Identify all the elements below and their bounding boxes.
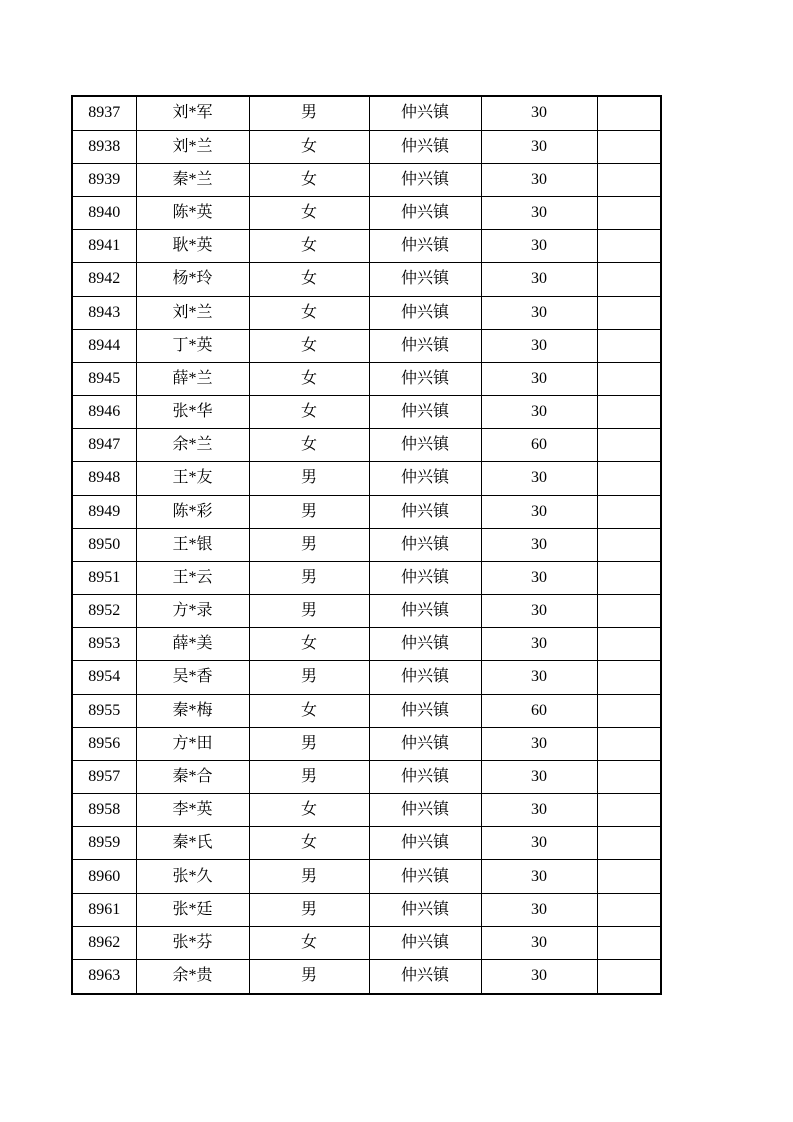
table-row [72, 893, 661, 926]
cell-gender: 男 [249, 661, 369, 694]
cell-blank [597, 595, 661, 628]
cell-name: 方*田 [136, 727, 249, 760]
records-tbody [72, 96, 661, 994]
table-row [72, 694, 661, 727]
cell-gender: 女 [249, 197, 369, 230]
cell-amount: 30 [481, 495, 597, 528]
table-row [72, 561, 661, 594]
cell-town: 仲兴镇 [369, 429, 481, 462]
cell-gender: 女 [249, 130, 369, 163]
cell-town: 仲兴镇 [369, 926, 481, 959]
cell-blank [597, 296, 661, 329]
cell-name: 陈*彩 [136, 495, 249, 528]
cell-amount: 30 [481, 296, 597, 329]
table-row [72, 329, 661, 362]
cell-name: 丁*英 [136, 329, 249, 362]
cell-name: 张*华 [136, 396, 249, 429]
cell-gender: 女 [249, 926, 369, 959]
cell-amount: 30 [481, 396, 597, 429]
cell-town: 仲兴镇 [369, 860, 481, 893]
cell-gender: 女 [249, 396, 369, 429]
cell-blank [597, 163, 661, 196]
cell-name: 王*云 [136, 561, 249, 594]
cell-blank [597, 661, 661, 694]
cell-gender: 女 [249, 429, 369, 462]
table-row [72, 628, 661, 661]
cell-gender: 男 [249, 495, 369, 528]
cell-id: 8953 [72, 628, 136, 661]
cell-town: 仲兴镇 [369, 230, 481, 263]
cell-town: 仲兴镇 [369, 628, 481, 661]
cell-id: 8948 [72, 462, 136, 495]
cell-name: 余*贵 [136, 959, 249, 994]
cell-blank [597, 396, 661, 429]
cell-amount: 30 [481, 959, 597, 994]
cell-amount: 30 [481, 860, 597, 893]
table-row [72, 296, 661, 329]
table-row [72, 661, 661, 694]
cell-gender: 女 [249, 329, 369, 362]
cell-amount: 30 [481, 561, 597, 594]
cell-town: 仲兴镇 [369, 959, 481, 994]
cell-gender: 女 [249, 163, 369, 196]
cell-amount: 60 [481, 694, 597, 727]
cell-gender: 女 [249, 362, 369, 395]
table-row [72, 926, 661, 959]
cell-town: 仲兴镇 [369, 561, 481, 594]
cell-id: 8963 [72, 959, 136, 994]
cell-blank [597, 561, 661, 594]
table-row [72, 760, 661, 793]
cell-town: 仲兴镇 [369, 96, 481, 130]
cell-amount: 30 [481, 96, 597, 130]
cell-name: 刘*兰 [136, 130, 249, 163]
cell-name: 秦*梅 [136, 694, 249, 727]
cell-name: 张*久 [136, 860, 249, 893]
table-row [72, 396, 661, 429]
table-row [72, 197, 661, 230]
table-row [72, 528, 661, 561]
cell-name: 秦*兰 [136, 163, 249, 196]
table-row [72, 827, 661, 860]
cell-id: 8946 [72, 396, 136, 429]
cell-blank [597, 694, 661, 727]
table-row [72, 727, 661, 760]
cell-town: 仲兴镇 [369, 595, 481, 628]
cell-id: 8937 [72, 96, 136, 130]
table-row [72, 495, 661, 528]
cell-gender: 女 [249, 794, 369, 827]
cell-town: 仲兴镇 [369, 296, 481, 329]
cell-name: 耿*英 [136, 230, 249, 263]
table-row [72, 860, 661, 893]
cell-blank [597, 495, 661, 528]
cell-amount: 60 [481, 429, 597, 462]
cell-amount: 30 [481, 462, 597, 495]
table-row [72, 959, 661, 994]
cell-gender: 女 [249, 230, 369, 263]
cell-name: 薛*兰 [136, 362, 249, 395]
cell-name: 薛*美 [136, 628, 249, 661]
cell-blank [597, 528, 661, 561]
cell-amount: 30 [481, 362, 597, 395]
cell-gender: 男 [249, 860, 369, 893]
cell-name: 李*英 [136, 794, 249, 827]
cell-town: 仲兴镇 [369, 130, 481, 163]
cell-blank [597, 429, 661, 462]
cell-id: 8961 [72, 893, 136, 926]
cell-gender: 男 [249, 595, 369, 628]
cell-blank [597, 893, 661, 926]
cell-name: 王*友 [136, 462, 249, 495]
cell-name: 秦*氏 [136, 827, 249, 860]
cell-id: 8951 [72, 561, 136, 594]
cell-name: 张*芬 [136, 926, 249, 959]
cell-town: 仲兴镇 [369, 661, 481, 694]
cell-name: 方*录 [136, 595, 249, 628]
cell-gender: 女 [249, 263, 369, 296]
cell-id: 8952 [72, 595, 136, 628]
cell-town: 仲兴镇 [369, 893, 481, 926]
cell-gender: 女 [249, 296, 369, 329]
cell-id: 8942 [72, 263, 136, 296]
cell-amount: 30 [481, 163, 597, 196]
cell-town: 仲兴镇 [369, 329, 481, 362]
cell-blank [597, 197, 661, 230]
cell-town: 仲兴镇 [369, 197, 481, 230]
cell-gender: 男 [249, 727, 369, 760]
cell-amount: 30 [481, 794, 597, 827]
cell-blank [597, 959, 661, 994]
cell-blank [597, 727, 661, 760]
cell-amount: 30 [481, 329, 597, 362]
cell-id: 8960 [72, 860, 136, 893]
table-row [72, 163, 661, 196]
cell-town: 仲兴镇 [369, 495, 481, 528]
cell-amount: 30 [481, 893, 597, 926]
cell-blank [597, 462, 661, 495]
cell-id: 8955 [72, 694, 136, 727]
cell-town: 仲兴镇 [369, 163, 481, 196]
table-row [72, 230, 661, 263]
cell-blank [597, 926, 661, 959]
cell-id: 8950 [72, 528, 136, 561]
cell-blank [597, 860, 661, 893]
cell-amount: 30 [481, 197, 597, 230]
cell-blank [597, 827, 661, 860]
cell-town: 仲兴镇 [369, 827, 481, 860]
cell-id: 8958 [72, 794, 136, 827]
records-table [71, 95, 662, 995]
table-row [72, 429, 661, 462]
cell-blank [597, 230, 661, 263]
cell-blank [597, 362, 661, 395]
cell-amount: 30 [481, 661, 597, 694]
cell-gender: 女 [249, 827, 369, 860]
cell-town: 仲兴镇 [369, 760, 481, 793]
table-row [72, 96, 661, 130]
cell-name: 杨*玲 [136, 263, 249, 296]
cell-blank [597, 794, 661, 827]
cell-id: 8956 [72, 727, 136, 760]
cell-blank [597, 628, 661, 661]
cell-id: 8943 [72, 296, 136, 329]
cell-id: 8962 [72, 926, 136, 959]
table-row [72, 362, 661, 395]
cell-gender: 男 [249, 462, 369, 495]
cell-name: 余*兰 [136, 429, 249, 462]
cell-gender: 男 [249, 893, 369, 926]
cell-blank [597, 760, 661, 793]
cell-amount: 30 [481, 628, 597, 661]
cell-blank [597, 130, 661, 163]
cell-town: 仲兴镇 [369, 727, 481, 760]
table-row [72, 794, 661, 827]
cell-amount: 30 [481, 130, 597, 163]
cell-town: 仲兴镇 [369, 794, 481, 827]
cell-name: 陈*英 [136, 197, 249, 230]
cell-id: 8949 [72, 495, 136, 528]
cell-gender: 男 [249, 760, 369, 793]
cell-id: 8944 [72, 329, 136, 362]
cell-amount: 30 [481, 528, 597, 561]
cell-gender: 女 [249, 628, 369, 661]
cell-name: 秦*合 [136, 760, 249, 793]
cell-name: 张*廷 [136, 893, 249, 926]
cell-town: 仲兴镇 [369, 528, 481, 561]
cell-name: 刘*军 [136, 96, 249, 130]
cell-gender: 女 [249, 694, 369, 727]
cell-name: 刘*兰 [136, 296, 249, 329]
cell-blank [597, 329, 661, 362]
cell-id: 8941 [72, 230, 136, 263]
cell-town: 仲兴镇 [369, 263, 481, 296]
table-row [72, 462, 661, 495]
cell-amount: 30 [481, 760, 597, 793]
cell-town: 仲兴镇 [369, 462, 481, 495]
cell-town: 仲兴镇 [369, 396, 481, 429]
table-row [72, 263, 661, 296]
cell-gender: 男 [249, 528, 369, 561]
cell-id: 8957 [72, 760, 136, 793]
cell-amount: 30 [481, 230, 597, 263]
cell-id: 8959 [72, 827, 136, 860]
cell-id: 8947 [72, 429, 136, 462]
cell-blank [597, 96, 661, 130]
cell-town: 仲兴镇 [369, 362, 481, 395]
table-row [72, 595, 661, 628]
cell-gender: 男 [249, 561, 369, 594]
cell-blank [597, 263, 661, 296]
cell-amount: 30 [481, 595, 597, 628]
cell-id: 8939 [72, 163, 136, 196]
table-row [72, 130, 661, 163]
cell-amount: 30 [481, 263, 597, 296]
cell-id: 8945 [72, 362, 136, 395]
cell-gender: 男 [249, 959, 369, 994]
cell-amount: 30 [481, 827, 597, 860]
cell-gender: 男 [249, 96, 369, 130]
cell-id: 8940 [72, 197, 136, 230]
cell-town: 仲兴镇 [369, 694, 481, 727]
cell-id: 8938 [72, 130, 136, 163]
cell-id: 8954 [72, 661, 136, 694]
cell-name: 吴*香 [136, 661, 249, 694]
cell-amount: 30 [481, 727, 597, 760]
cell-amount: 30 [481, 926, 597, 959]
cell-name: 王*银 [136, 528, 249, 561]
